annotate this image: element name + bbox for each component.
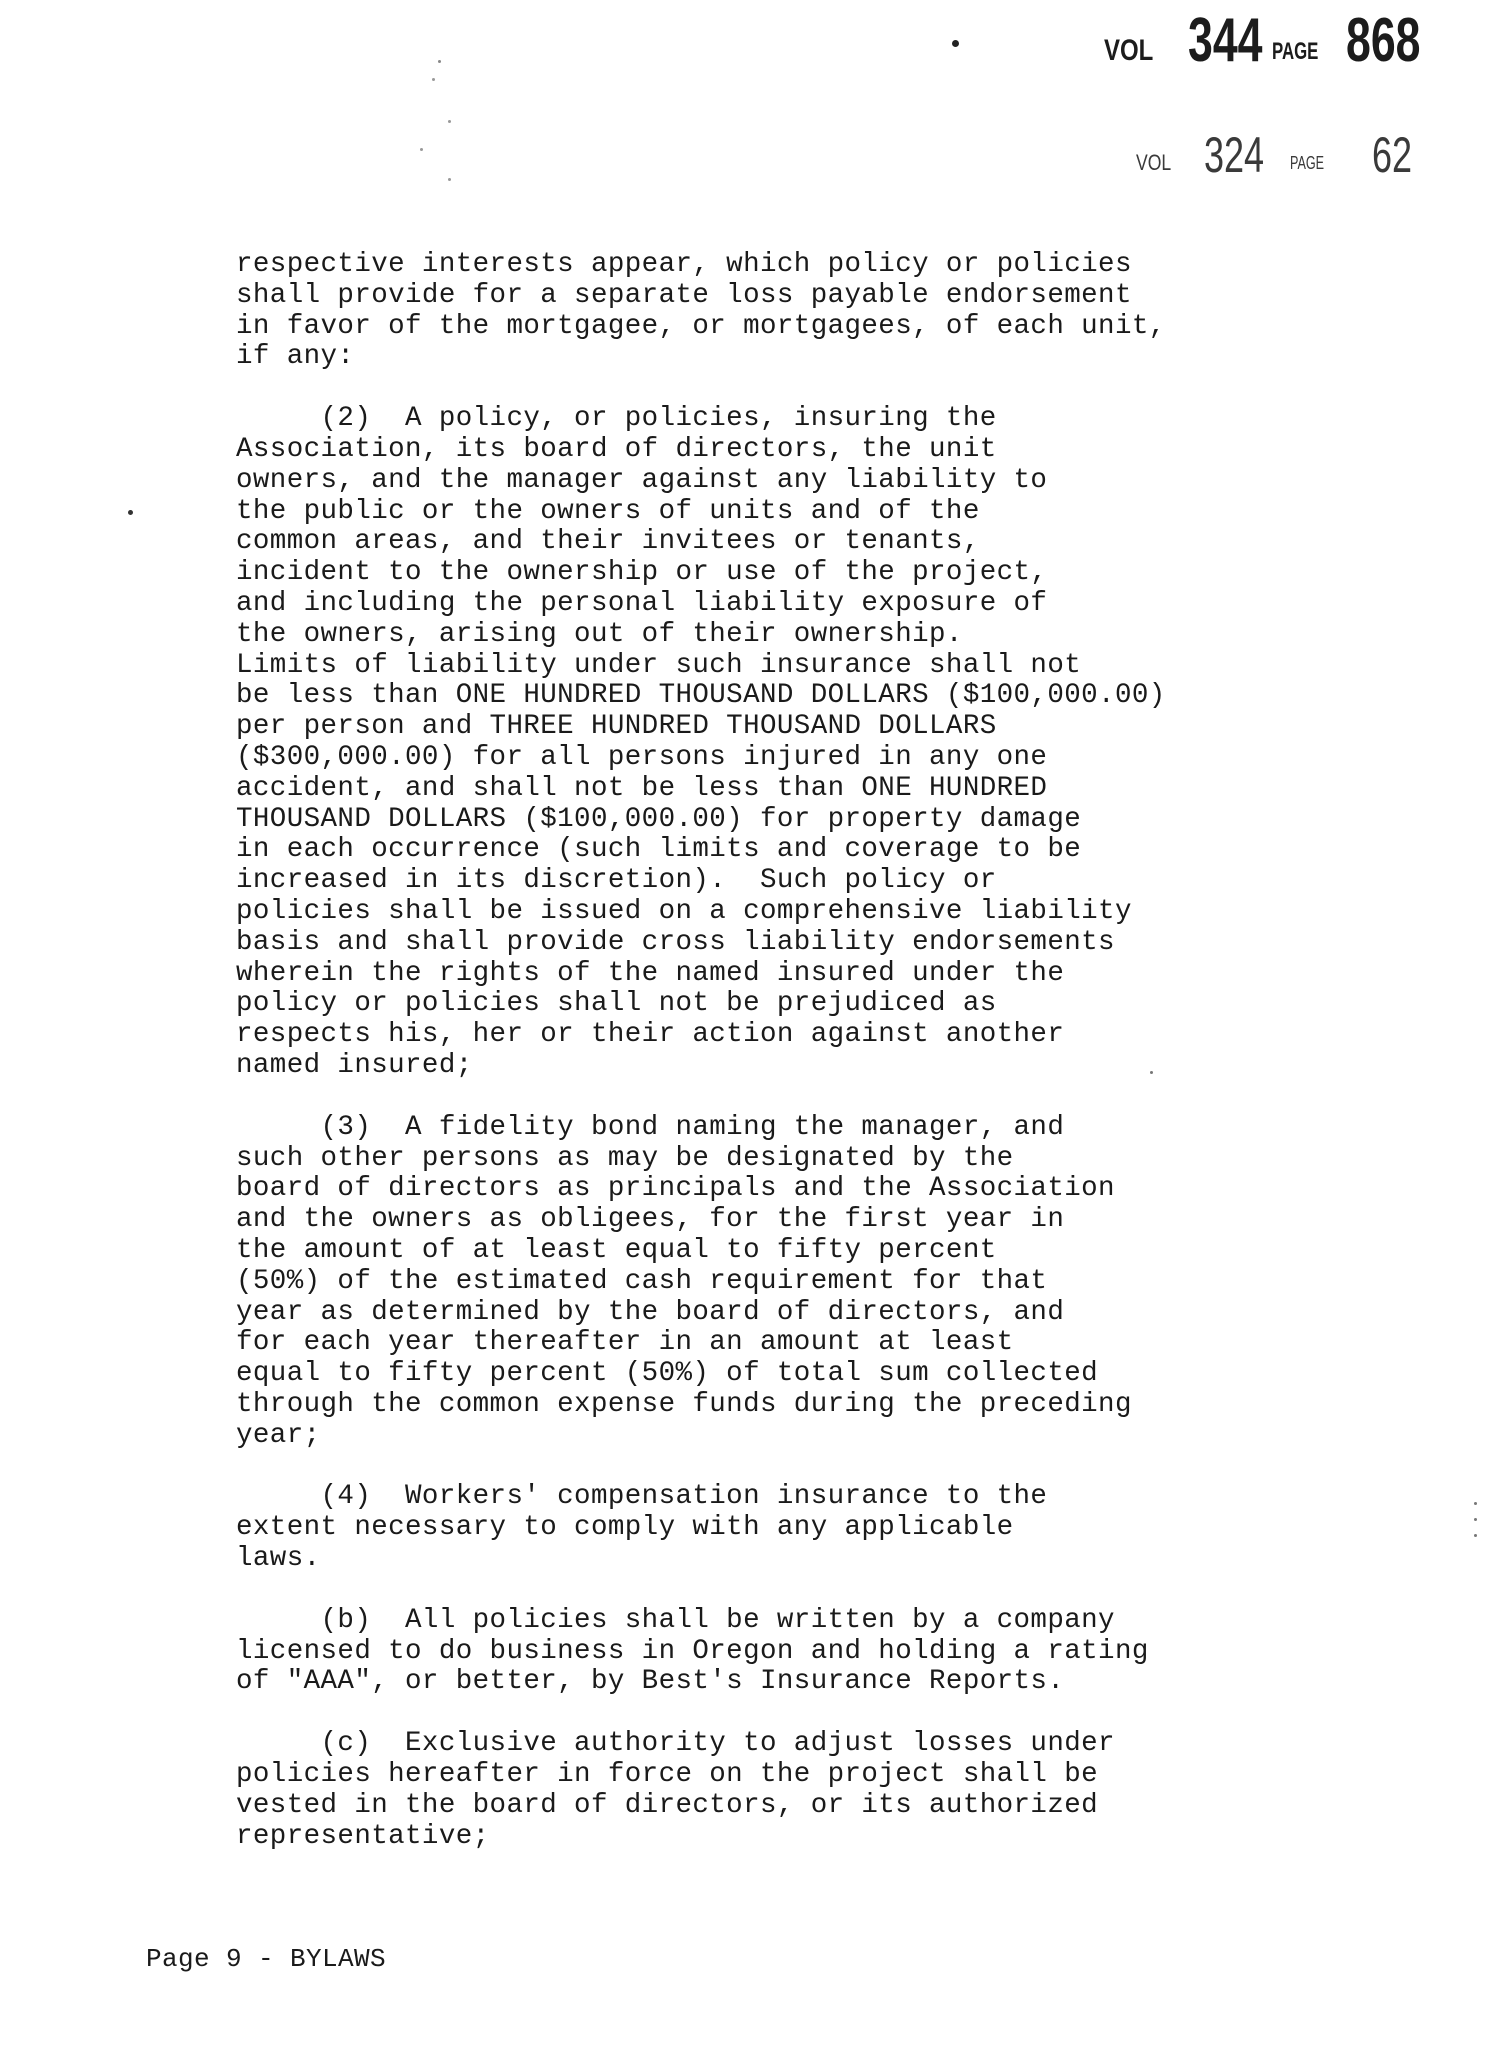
text-line: (b) All policies shall be written by a company	[236, 1604, 1115, 1636]
text-line: policy or policies shall not be prejudiced as	[236, 988, 997, 1020]
text-line: accident, and shall not be less than ONE HUNDRED	[236, 772, 1048, 804]
text-line: board of directors as principals and the Association	[236, 1173, 1115, 1205]
text-line: be less than ONE HUNDRED THOUSAND DOLLARS ($100,000.00)	[236, 680, 1166, 712]
text-line: year;	[236, 1419, 321, 1451]
stamp-vol-number: 324	[1204, 127, 1265, 183]
text-line: representative;	[236, 1820, 490, 1852]
paragraph	[236, 1606, 1296, 1698]
text-line: if any:	[236, 341, 355, 373]
text-line: THOUSAND DOLLARS ($100,000.00) for property damage	[236, 803, 1082, 835]
stamp-page-number: 62	[1372, 127, 1413, 183]
scan-speck	[438, 60, 441, 63]
text-line: and including the personal liability exposure of	[236, 587, 1048, 619]
text-line: ($300,000.00) for all persons injured in any one	[236, 741, 1048, 773]
page-footer: Page 9 - BYLAWS	[146, 1944, 387, 1974]
text-line: (50%) of the estimated cash requirement for that	[236, 1265, 1048, 1297]
scan-speck	[448, 120, 451, 123]
document-body	[236, 250, 1296, 1883]
text-line: and the owners as obligees, for the first year in	[236, 1204, 1065, 1236]
text-line: such other persons as may be designated by the	[236, 1142, 1014, 1174]
text-line: respective interests appear, which policy or policies	[236, 249, 1132, 280]
stamp-vol-label: VOL	[1136, 150, 1172, 175]
scan-speck	[1474, 1534, 1477, 1537]
text-line: laws.	[236, 1543, 321, 1575]
stamp-vol-number: 344	[1188, 6, 1263, 75]
text-line: the amount of at least equal to fifty percent	[236, 1234, 997, 1266]
text-line: equal to fifty percent (50%) of total sum collected	[236, 1358, 1099, 1390]
text-line: basis and shall provide cross liability endorsements	[236, 926, 1115, 958]
paragraph	[236, 1729, 1296, 1852]
text-line: year as determined by the board of directors, and	[236, 1296, 1065, 1328]
stamp-page-label: PAGE	[1290, 153, 1325, 173]
scan-speck	[448, 178, 451, 181]
text-line: incident to the ownership or use of the project,	[236, 557, 1048, 589]
text-line: through the common expense funds during the preceding	[236, 1388, 1132, 1420]
text-line: owners, and the manager against any liability to	[236, 464, 1048, 496]
text-line: common areas, and their invitees or tenants,	[236, 526, 980, 558]
stamp-page-number: 868	[1346, 6, 1421, 75]
text-line: policies hereafter in force on the project shall be	[236, 1759, 1099, 1791]
text-line: in each occurrence (such limits and coverage to be	[236, 834, 1082, 866]
text-line: (2) A policy, or policies, insuring the	[236, 403, 997, 435]
text-line: of "AAA", or better, by Best's Insurance Reports.	[236, 1666, 1065, 1698]
stamp-vol-label: VOL	[1104, 34, 1154, 67]
text-line: wherein the rights of the named insured under the	[236, 957, 1065, 989]
text-line: the owners, arising out of their ownership.	[236, 618, 963, 650]
text-line: in favor of the mortgagee, or mortgagees, of each unit,	[236, 310, 1166, 342]
text-line: extent necessary to comply with any applicable	[236, 1512, 1014, 1544]
text-line: increased in its discretion). Such policy or	[236, 865, 997, 897]
text-line: licensed to do business in Oregon and holding a rating	[236, 1635, 1149, 1667]
paragraph	[236, 1113, 1296, 1452]
scan-speck	[1474, 1518, 1477, 1521]
text-line: named insured;	[236, 1049, 473, 1081]
paragraph	[236, 250, 1296, 373]
text-line: (3) A fidelity bond naming the manager, and	[236, 1111, 1065, 1143]
text-line: shall provide for a separate loss payable endorsement	[236, 279, 1132, 311]
text-line: respects his, her or their action against another	[236, 1019, 1065, 1051]
text-line: vested in the board of directors, or its authorized	[236, 1789, 1099, 1821]
scan-speck	[952, 40, 959, 47]
scan-speck	[420, 148, 423, 151]
text-line: for each year thereafter in an amount at least	[236, 1327, 1014, 1359]
scan-speck	[432, 78, 435, 81]
text-line: (4) Workers' compensation insurance to the	[236, 1481, 1048, 1513]
paragraph	[236, 1482, 1296, 1574]
text-line: the public or the owners of units and of the	[236, 495, 980, 527]
paragraph	[236, 404, 1296, 1082]
text-line: policies shall be issued on a comprehensive liability	[236, 895, 1132, 927]
text-line: Limits of liability under such insurance shall not	[236, 649, 1082, 681]
scan-speck	[128, 510, 133, 515]
text-line: (c) Exclusive authority to adjust losses under	[236, 1728, 1115, 1760]
text-line: Association, its board of directors, the unit	[236, 433, 997, 465]
text-line: per person and THREE HUNDRED THOUSAND DOLLARS	[236, 711, 997, 743]
stamp-page-label: PAGE	[1272, 38, 1319, 65]
scan-speck	[1474, 1502, 1477, 1505]
